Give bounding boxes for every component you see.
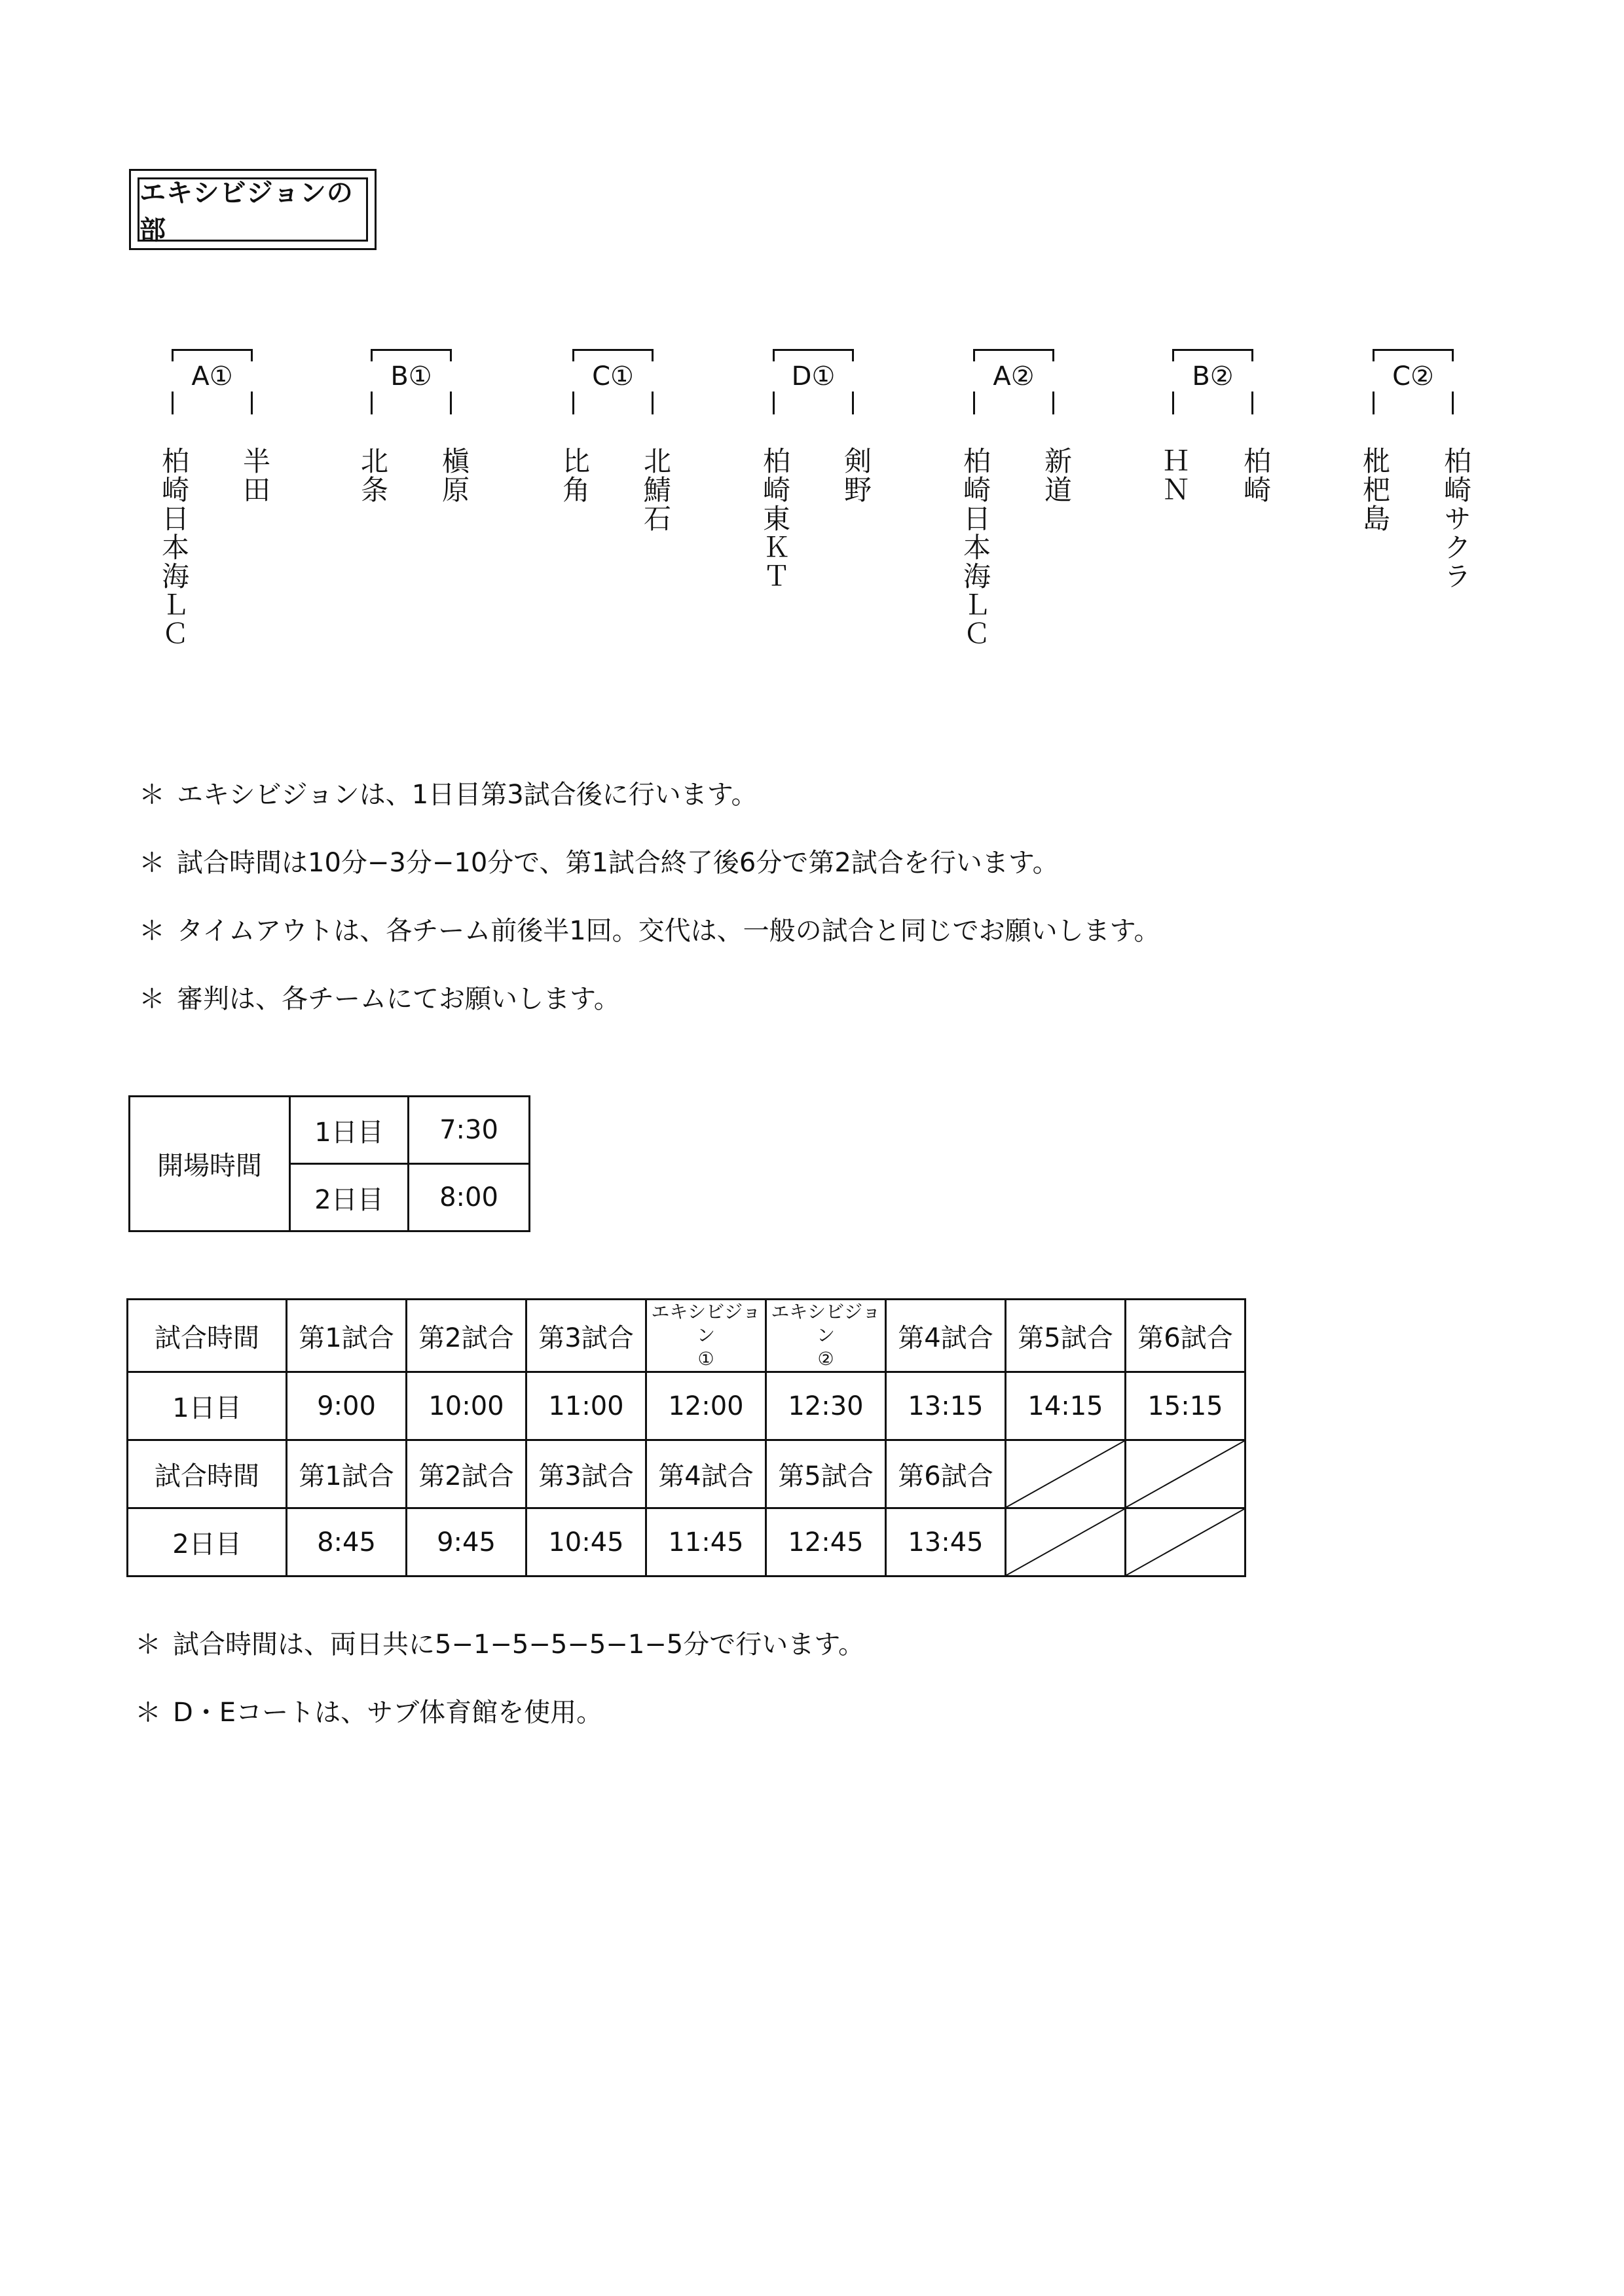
table-row: [128, 1440, 1246, 1508]
asterisk-icon: ＊: [135, 1698, 161, 1728]
opening-day: 1日目: [290, 1097, 409, 1164]
note-item: [139, 774, 758, 811]
table-cell: 15:15: [1126, 1372, 1246, 1440]
table-cell: 第6試合: [1126, 1300, 1246, 1372]
table-row: [128, 1508, 1246, 1576]
table-row: [128, 1372, 1246, 1440]
match-label: C②: [1373, 361, 1454, 392]
team-left: 北条: [357, 446, 389, 504]
opening-header: 開場時間: [130, 1097, 290, 1231]
asterisk-icon: ＊: [139, 848, 165, 878]
table-cell: 第2試合: [407, 1300, 526, 1372]
table-cell: 第3試合: [526, 1440, 646, 1508]
match-label: A②: [973, 361, 1054, 392]
table-cell: 第5試合: [766, 1440, 886, 1508]
note-text: 試合時間は10分−3分−10分で、第1試合終了後6分で第2試合を行います。: [177, 848, 1059, 878]
team-left: 柏崎日本海ＬＣ: [959, 446, 991, 648]
asterisk-icon: ＊: [139, 780, 165, 810]
asterisk-icon: ＊: [139, 916, 165, 946]
note-text: 試合時間は、両日共に5−1−5−5−5−1−5分で行います。: [173, 1630, 865, 1660]
note-item: [139, 910, 1160, 947]
table-cell: 12:30: [766, 1372, 886, 1440]
table-cell: 1日目: [128, 1372, 287, 1440]
table-cell: 第3試合: [526, 1300, 646, 1372]
team-right: 槇原: [438, 446, 470, 504]
table-cell: 第2試合: [407, 1440, 526, 1508]
cell-line: エキシビジョン: [651, 1301, 761, 1346]
table-cell: 13:45: [886, 1508, 1006, 1576]
table-cell: 9:45: [407, 1508, 526, 1576]
table-cell: 8:45: [287, 1508, 407, 1576]
team-left: ＨＮ: [1158, 446, 1190, 504]
asterisk-icon: ＊: [135, 1630, 161, 1660]
match-label: D①: [773, 361, 854, 392]
team-left: 枇杷島: [1359, 446, 1391, 533]
table-cell: 試合時間: [128, 1300, 287, 1372]
team-right: 柏崎サクラ: [1440, 446, 1472, 591]
table-cell: [646, 1300, 766, 1372]
table-cell: 11:45: [646, 1508, 766, 1576]
table-cell: 第1試合: [287, 1300, 407, 1372]
section-title: エキシビジョンの部: [138, 177, 368, 242]
team-left: 比角: [559, 446, 591, 504]
cell-line: ①: [697, 1348, 714, 1370]
team-right: 柏崎: [1240, 446, 1272, 504]
team-right: 剣野: [840, 446, 872, 504]
empty-cell-slash: [1126, 1440, 1246, 1508]
table-cell: 第4試合: [646, 1440, 766, 1508]
table-cell: 14:15: [1006, 1372, 1126, 1440]
table-cell: 9:00: [287, 1372, 407, 1440]
empty-cell-slash: [1006, 1440, 1126, 1508]
note-item: [135, 1692, 602, 1729]
table-cell: 13:15: [886, 1372, 1006, 1440]
team-left: 柏崎東ＫＴ: [759, 446, 791, 591]
note-text: D・Eコートは、サブ体育館を使用。: [173, 1698, 603, 1728]
table-cell: 第4試合: [886, 1300, 1006, 1372]
note-item: [139, 842, 1059, 879]
empty-cell-slash: [1006, 1508, 1126, 1576]
section-title-box: [129, 169, 377, 250]
table-cell: 11:00: [526, 1372, 646, 1440]
table-cell: 第1試合: [287, 1440, 407, 1508]
table-cell: 12:00: [646, 1372, 766, 1440]
team-left: 柏崎日本海ＬＣ: [158, 446, 190, 648]
match-label: B②: [1172, 361, 1253, 392]
schedule-table: [126, 1298, 1246, 1577]
team-right: 半田: [239, 446, 271, 504]
match-label: A①: [172, 361, 253, 392]
cell-line: エキシビジョン: [771, 1301, 881, 1346]
opening-time: 7:30: [409, 1097, 530, 1164]
match-label: B①: [371, 361, 452, 392]
note-text: タイムアウトは、各チーム前後半1回。交代は、一般の試合と同じでお願いします。: [177, 916, 1160, 946]
empty-cell-slash: [1126, 1508, 1246, 1576]
table-cell: 第5試合: [1006, 1300, 1126, 1372]
table-cell: 10:00: [407, 1372, 526, 1440]
table-cell: [766, 1300, 886, 1372]
table-cell: 12:45: [766, 1508, 886, 1576]
team-right: 新道: [1041, 446, 1073, 504]
table-cell: 10:45: [526, 1508, 646, 1576]
note-text: 審判は、各チームにてお願いします。: [177, 984, 620, 1014]
table-row: [128, 1300, 1246, 1372]
table-cell: 試合時間: [128, 1440, 287, 1508]
opening-time: 8:00: [409, 1164, 530, 1231]
cell-line: ②: [817, 1348, 834, 1370]
team-right: 北鯖石: [640, 446, 672, 533]
note-item: [135, 1624, 864, 1661]
match-label: C①: [572, 361, 654, 392]
table-cell: 第6試合: [886, 1440, 1006, 1508]
table-cell: 2日目: [128, 1508, 287, 1576]
opening-time-table: [128, 1095, 530, 1232]
opening-day: 2日目: [290, 1164, 409, 1231]
asterisk-icon: ＊: [139, 984, 165, 1014]
note-item: [139, 978, 620, 1015]
note-text: エキシビジョンは、1日目第3試合後に行います。: [177, 780, 758, 810]
